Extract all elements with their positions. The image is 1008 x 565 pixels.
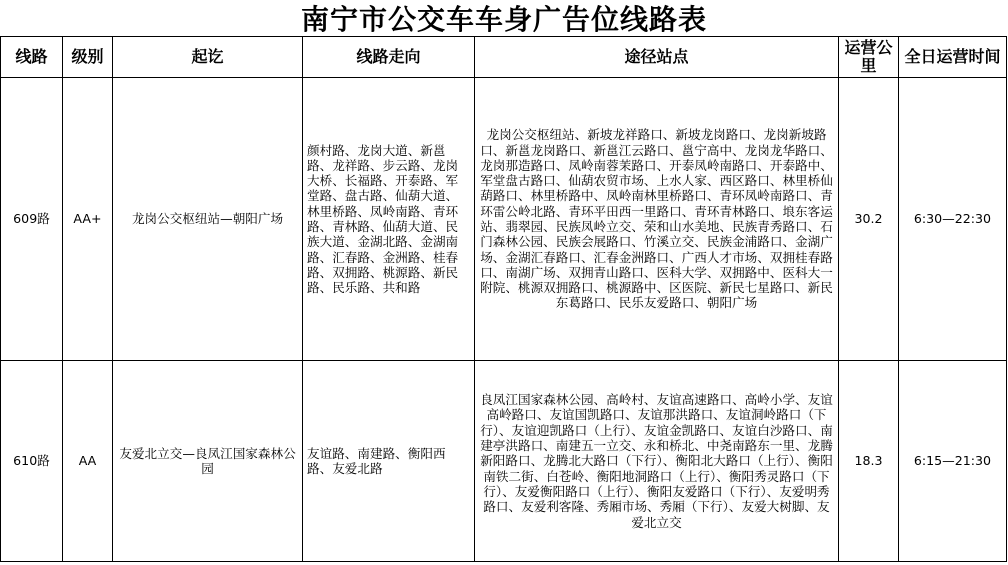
route-span: 友爱北立交—良凤江国家森林公园 bbox=[113, 361, 303, 562]
route-number: 609路 bbox=[1, 78, 63, 361]
route-stops: 良凤江国家森林公园、高岭村、友谊高速路口、高岭小学、友谊高岭路口、友谊国凯路口、友谊那洪路口、友谊洞岭路口（下行）、友谊迎凯路口（上行）、友谊金凯路口、友谊白沙路口、南建亭洪路口、南建五一立交、永和桥北、中尧南路东一里、龙腾新阳路口、龙腾北大路口（下行）、衡阳北大路口（上行）、衡阳南铁二街、白苍岭、衡阳地洞路口（上行）、衡阳秀灵路口（下行）、友爱衡阳路口（上行）、衡阳友爱路口（下行）、友爱明秀路口、友爱利客隆、秀厢市场、秀厢（下行）、友爱大树脚、友爱北立交 bbox=[475, 361, 839, 562]
header-level: 级别 bbox=[63, 37, 113, 78]
header-stops: 途径站点 bbox=[475, 37, 839, 78]
route-span: 龙岗公交枢纽站—朝阳广场 bbox=[113, 78, 303, 361]
route-direction: 友谊路、南建路、衡阳西路、友爱北路 bbox=[303, 361, 475, 562]
route-table bbox=[0, 36, 1007, 562]
route-level: AA bbox=[63, 361, 113, 562]
route-hours: 6:15—21:30 bbox=[899, 361, 1007, 562]
header-route: 线路 bbox=[1, 37, 63, 78]
header-direction: 线路走向 bbox=[303, 37, 475, 78]
route-direction: 颜村路、龙岗大道、新邕路、龙祥路、步云路、龙岗大桥、长福路、开泰路、军堂路、盘古路、仙葫大道、林里桥路、凤岭南路、青环路、青林路、仙葫大道、民族大道、金湖北路、金湖南路、汇春路、金洲路、桂春路、双拥路、桃源路、新民路、民乐路、共和路 bbox=[303, 78, 475, 361]
route-level: AA+ bbox=[63, 78, 113, 361]
header-row bbox=[1, 37, 1007, 78]
table-header bbox=[1, 37, 1007, 78]
route-number: 610路 bbox=[1, 361, 63, 562]
header-km: 运营公里 bbox=[839, 37, 899, 78]
table-title: 南宁市公交车车身广告位线路表 bbox=[300, 3, 707, 36]
table-row bbox=[1, 78, 1007, 361]
header-hours: 全日运营时间 bbox=[899, 37, 1007, 78]
route-km: 30.2 bbox=[839, 78, 899, 361]
route-hours: 6:30—22:30 bbox=[899, 78, 1007, 361]
header-span: 起讫 bbox=[113, 37, 303, 78]
route-stops: 龙岗公交枢纽站、新坡龙祥路口、新坡龙岗路口、龙岗新坡路口、新邕龙岗路口、新邕江云路口、邕宁高中、龙岗龙华路口、龙岗那造路口、凤岭南蓉茉路口、开泰凤岭南路口、开泰路中、军堂盘古路口、仙葫农贸市场、上水人家、西区路口、林里桥仙葫路口、林里桥路中、凤岭南林里桥路口、青环凤岭南路口、青环雷公岭北路、青环平田西一里路口、青环青林路口、埌东客运站、翡翠园、民族凤岭立交、荣和山水美地、民族青秀路口、石门森林公园、民族会展路口、竹溪立交、民族金浦路口、金湖广场、金湖汇春路口、汇春金洲路口、广西人才市场、双拥桂春路口、南湖广场、双拥青山路口、医科大学、双拥路中、医科大一附院、桃源双拥路口、桃源路中、区医院、新民七星路口、新民东葛路口、民乐友爱路口、朝阳广场 bbox=[475, 78, 839, 361]
route-km: 18.3 bbox=[839, 361, 899, 562]
table-row bbox=[1, 361, 1007, 562]
